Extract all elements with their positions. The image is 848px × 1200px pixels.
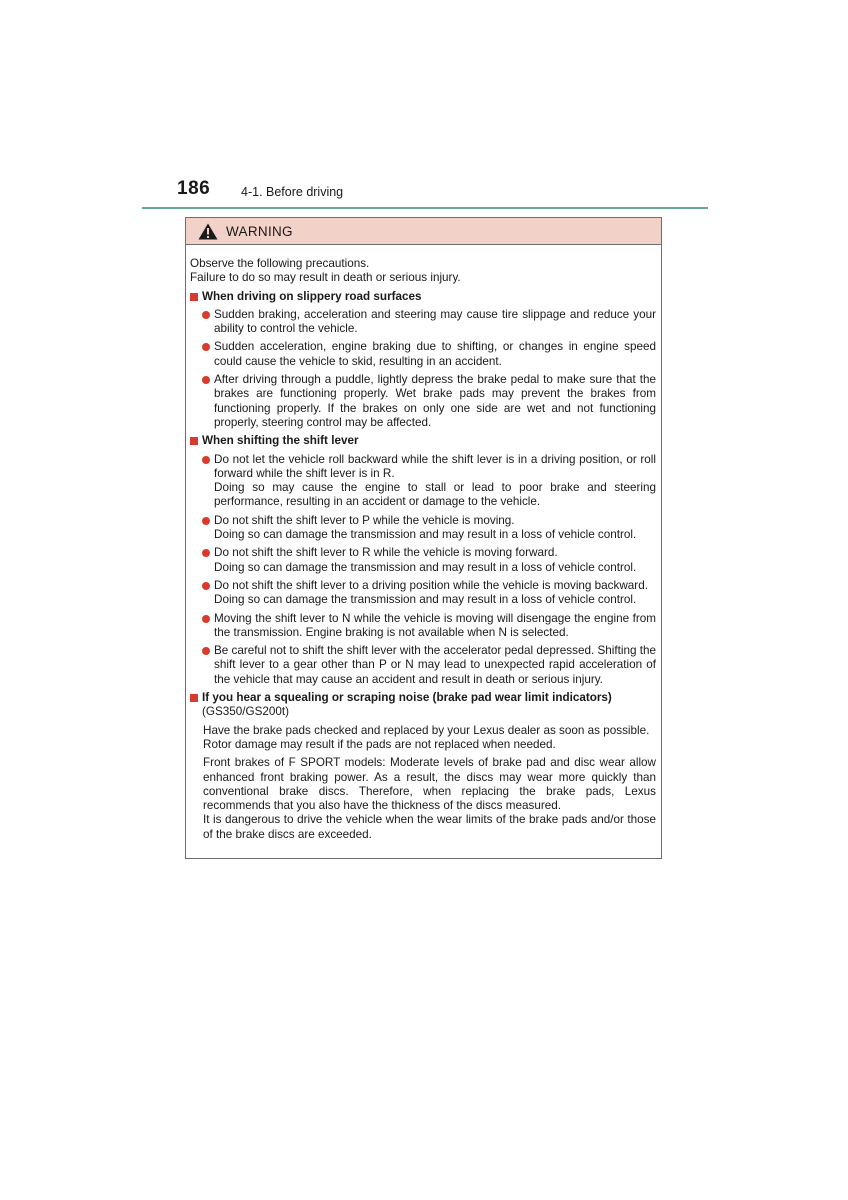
red-bullet-icon [202, 549, 210, 557]
list-item [202, 644, 656, 687]
list-item-line: Doing so can damage the transmission and may result in a loss of vehicle control. [214, 560, 637, 574]
section-title: 4-1. Before driving [241, 185, 344, 199]
paragraph [203, 724, 656, 753]
paragraph-line: Rotor damage may result if the pads are not replaced when needed. [203, 737, 556, 751]
list-item [202, 373, 656, 430]
red-square-marker [190, 694, 198, 702]
page-number: 186 [177, 178, 211, 199]
list-item-line: Do not shift the shift lever to P while the vehicle is moving. [214, 513, 515, 527]
warning-triangle-icon [198, 223, 218, 240]
list-item-text: Be careful not to shift the shift lever with the accelerator pedal depressed. Shifting the shift lever to a gear other than P or N may lead to unexpected rapid acceleration of the vehicle that may cause an accident and result in death or serious injury. [214, 644, 656, 686]
red-square-marker [190, 437, 198, 445]
section-heading-text [202, 691, 656, 720]
section-heading-suffix: (GS350/GS200t) [202, 705, 290, 719]
list-item-text [214, 514, 656, 543]
section-heading-shifting [190, 434, 656, 448]
list-item-text [214, 453, 656, 510]
red-square-marker [190, 293, 198, 301]
header-rule [142, 207, 708, 209]
list-item-line: Doing so can damage the transmission and may result in a loss of vehicle control. [214, 593, 637, 607]
list-item-text: Sudden acceleration, engine braking due to shifting, or changes in engine speed could cause the vehicle to skid, resulting in an accident. [214, 340, 656, 368]
page-header [142, 178, 708, 210]
list-item-line: Do not shift the shift lever to R while the vehicle is moving forward. [214, 546, 558, 560]
paragraph [203, 756, 656, 842]
section-heading-noise [190, 691, 656, 720]
section-heading-text: When shifting the shift lever [202, 434, 359, 448]
red-bullet-icon [202, 376, 210, 384]
paragraph-line: It is dangerous to drive the vehicle when the wear limits of the brake pads and/or those of the brake discs are exceeded. [203, 813, 656, 841]
red-bullet-icon [202, 582, 210, 590]
red-bullet-icon [202, 456, 210, 464]
red-bullet-icon [202, 343, 210, 351]
warning-box [185, 217, 662, 859]
list-item [202, 579, 656, 608]
paragraph-line: Have the brake pads checked and replaced by your Lexus dealer as soon as possible. [203, 723, 650, 737]
list-item-text: Sudden braking, acceleration and steering may cause tire slippage and reduce your ability to control the vehicle. [214, 307, 656, 336]
red-bullet-icon [202, 517, 210, 525]
list-item [202, 453, 656, 510]
list-item [202, 308, 656, 337]
list-item [202, 612, 656, 641]
list-item [202, 340, 656, 369]
list-item [202, 546, 656, 575]
section-heading-slippery [190, 290, 656, 304]
list-item-line: Doing so can damage the transmission and may result in a loss of vehicle control. [214, 528, 637, 542]
warning-body [186, 245, 661, 842]
list-item-line: Do not let the vehicle roll backward while the shift lever is in a driving position, or roll forward while the shift lever is in R. [214, 452, 656, 480]
section-heading-text: When driving on slippery road surfaces [202, 289, 422, 303]
list-item-text: After driving through a puddle, lightly depress the brake pedal to make sure that the brakes are functioning properly. Wet brake pads may prevent the brakes from functioning properly. If the brakes on only one side are wet and not functioning properly, steering control may be affected. [214, 373, 656, 429]
list-item-line: Doing so may cause the engine to stall or lead to poor brake and steering performance, resulting in an accident or damage to the vehicle. [214, 481, 656, 509]
intro-line: Failure to do so may result in death or serious injury. [190, 271, 461, 285]
list-item-text [214, 579, 656, 608]
red-bullet-icon [202, 311, 210, 319]
intro-text [190, 257, 656, 286]
list-item [202, 514, 656, 543]
intro-line: Observe the following precautions. [190, 257, 370, 270]
list-item-text [214, 546, 656, 575]
red-bullet-icon [202, 647, 210, 655]
red-bullet-icon [202, 615, 210, 623]
section-heading-main: If you hear a squealing or scraping noise (brake pad wear limit indicators) [202, 691, 612, 705]
warning-title: WARNING [226, 223, 293, 239]
warning-header [186, 218, 661, 245]
list-item-line: Do not shift the shift lever to a driving position while the vehicle is moving backward. [214, 578, 648, 592]
paragraph-line: Front brakes of F SPORT models: Moderate levels of brake pad and disc wear allow enhanced front braking power. As a result, the discs may wear more quickly than conventional brake discs. Therefore, when replacing the brake pads, Lexus recommends that you also have the thickness of the discs measured. [203, 756, 656, 813]
list-item-text: Moving the shift lever to N while the vehicle is moving will disengage the engine from the transmission. Engine braking is not available when N is selected. [214, 611, 656, 639]
